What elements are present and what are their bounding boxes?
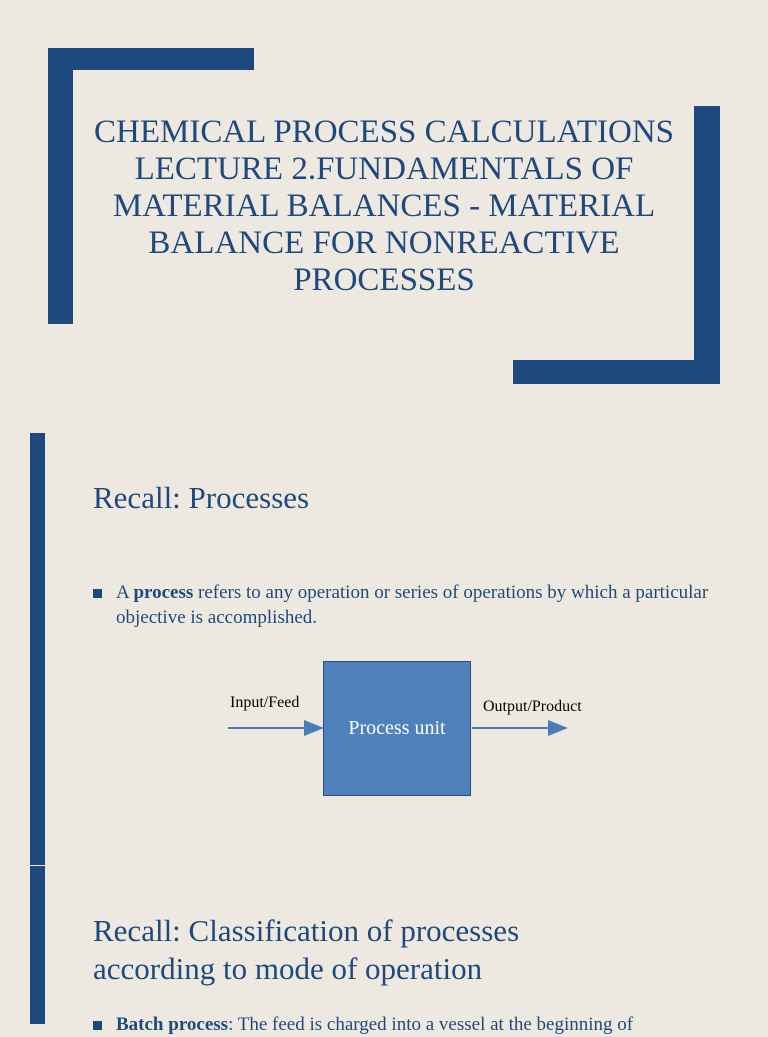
bullet-item <box>93 1012 733 1037</box>
title-slide <box>0 0 768 432</box>
square-bullet-icon <box>93 1021 102 1030</box>
classification-slide <box>0 866 768 1035</box>
input-feed-label: Input/Feed <box>230 694 300 711</box>
presentation-title: CHEMICAL PROCESS CALCULATIONS LECTURE 2.FUNDAMENTALS OF MATERIAL BALANCES - MATERIAL BALANCE FOR NONREACTIVE PROCESSES <box>93 114 674 298</box>
bullet-term: process <box>133 582 194 603</box>
bullet-text <box>116 1012 733 1037</box>
top-left-bracket-horizontal <box>48 48 254 70</box>
bullet-rest: : The feed is charged into a vessel at the beginning of <box>228 1014 634 1035</box>
process-unit-label: Process unit <box>348 717 446 739</box>
bottom-right-bracket-horizontal <box>513 360 720 384</box>
output-product-label: Output/Product <box>483 698 582 715</box>
processes-slide <box>0 433 768 865</box>
slide-heading: Recall: Processes <box>93 480 310 515</box>
bullet-term: Batch process <box>116 1014 229 1035</box>
flow-arrows <box>0 433 768 865</box>
bullet-rest: refers to any operation or series of operations by which a particular objective is accomplished. <box>116 582 709 628</box>
bullet-prefix: A <box>116 582 134 603</box>
slide-heading: Recall: Classification of processes according to mode of operation <box>93 913 520 986</box>
slide-accent-bar <box>30 866 45 1024</box>
process-unit-box <box>323 661 471 796</box>
